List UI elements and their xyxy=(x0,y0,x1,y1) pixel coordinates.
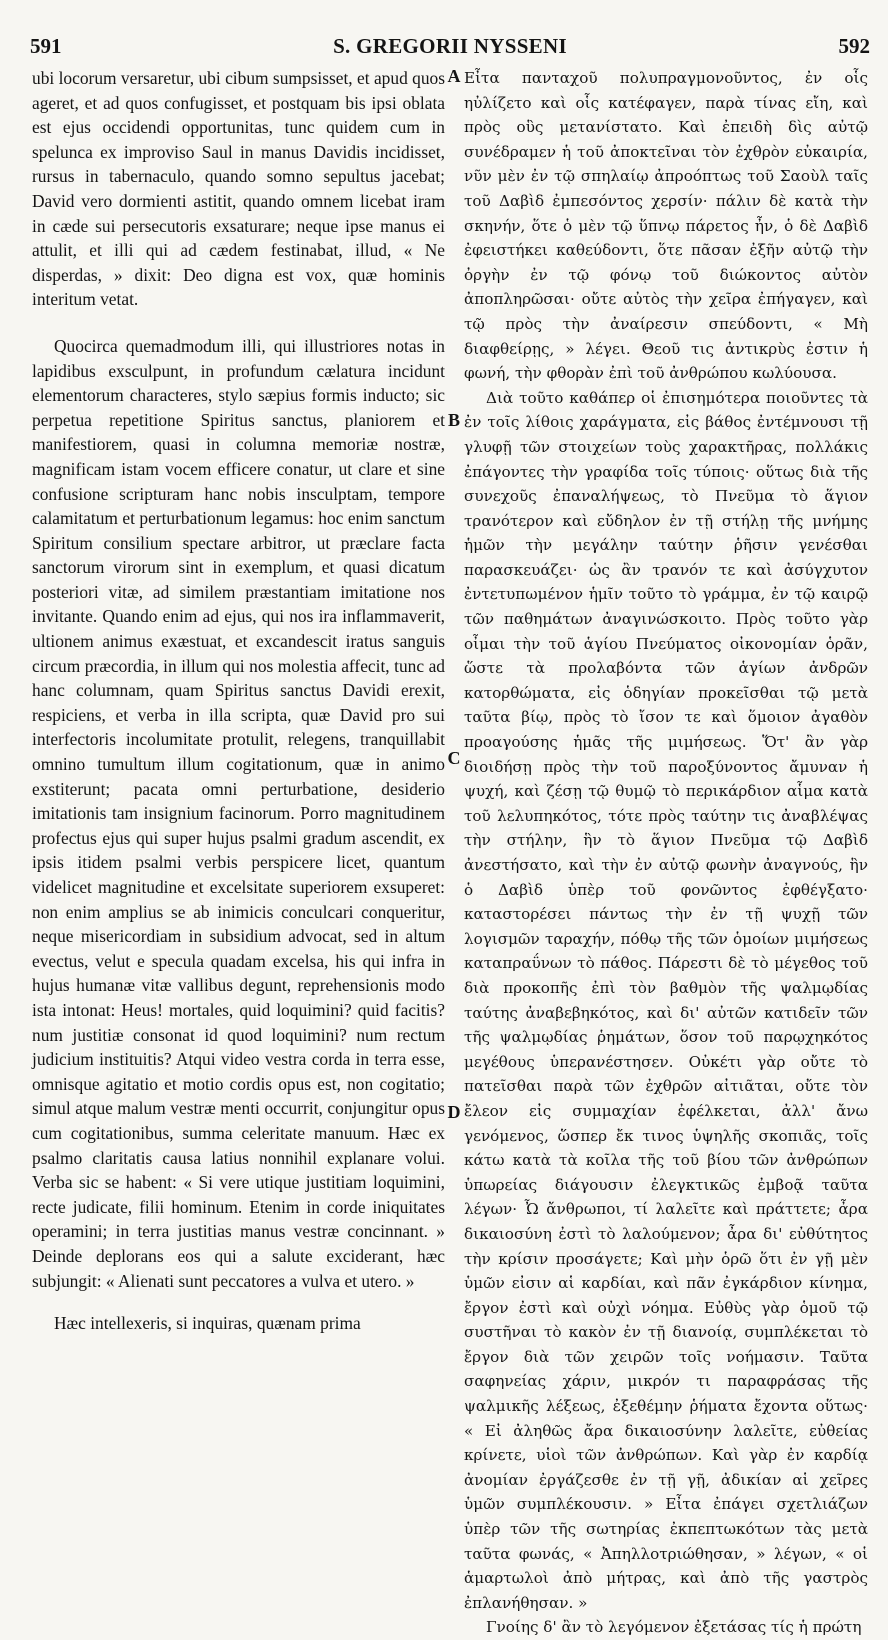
latin-paragraph-3: Hæc intellexeris, si inquiras, quænam prima xyxy=(54,1313,361,1334)
greek-paragraph-3: Γνοίης δ' ἂν τὸ λεγόμενον ἐξετάσας τίς ἡ πρώτη xyxy=(486,1618,862,1637)
greek-paragraph-1: Εἶτα πανταχοῦ πολυπραγμονοῦντος, ἐν οἷς ηὐλίζετο καὶ οἷς κατέφαγεν, παρὰ τίνας εἴη, καὶ πρὸς οὓς μετανίστατο. Καὶ ἐπειδὴ δὶς αὐτῷ συνέδραμεν ἡ τοῦ ἀποκτεῖναι τὸν ἐχθρὸν εὐκαιρία, νῦν μὲν ἐν τῷ σπηλαίῳ ἀπροόπτως τοῦ Σαοὺλ ταῖς τοῦ Δαβὶδ ἐμπεσόντος χερσίν· πάλιν δὲ κατὰ τὴν σκηνήν, ὅτε ὁ μὲν τῷ ὕπνῳ πάρετος ἦν, ὁ δὲ Δαβὶδ ἐφειστήκει καθεύδοντι, ὅτε πᾶσαν ἐξῆν αὐτῷ τὴν ὀργὴν ἐν τῷ φόνῳ τοῦ διώκοντος αὐτὸν ἀποπληρῶσαι· οὔτε αὐτὸς τὴν χεῖρα ἐπήγαγεν, καὶ τῷ πρὸς τὴν ἀναίρεσιν σπεύδοντι, « Μὴ διαφθείρῃς, » λέγει. Θεοῦ τις ἀντικρὺς ἐστιν ἡ φωνή, τὴν φθορὰν ἐπὶ τοῦ ἀνθρώπου κωλύουσα. xyxy=(464,69,868,383)
running-title: S. GREGORII NYSSENI xyxy=(333,34,567,58)
section-marker-c: C xyxy=(447,748,461,768)
greek-column xyxy=(464,66,868,1637)
page-number-right: 592 xyxy=(838,34,870,58)
section-marker-d: D xyxy=(447,1102,461,1122)
running-header xyxy=(30,34,870,62)
latin-paragraph-1: ubi locorum versaretur, ubi cibum sumpsisset, et apud quos ageret, et ad quos confugisset, et postquam bis ipsi oblata est ejus occidendi opportunitas, tunc quidem cum in spelunca ex improviso Saul in manus Davidis incidisset, rursus in tabernaculo, quando somno sepultus jacebat; David vero dormienti astitit, quando omnem licebat iram in cæde sui persecutoris exsaturare; neque ipse manus ei attulit, et illi qui ad cædem festinabat, illud, « Ne disperdas, » dixit: Deo digna est vox, quæ hominis interitum vetat. xyxy=(32,68,445,310)
section-marker-b: B xyxy=(447,410,460,430)
section-marker-a: A xyxy=(447,66,461,86)
greek-paragraph-2: Διὰ τοῦτο καθάπερ οἱ ἐπισημότερα ποιοῦντες τὰ ἐν τοῖς λίθοις χαράγματα, εἰς βάθος ἐντέμνουσι τῇ γλυφῇ τῶν στοιχείων τοὺς χαρακτῆρας, πολλάκις ἐπάγοντες τὴν γραφίδα τοῖς τύποις· οὕτως διὰ τῆς συνεχοῦς ἐπαναλήψεως, τὸ Πνεῦμα τὸ ἅγιον τρανότερον καὶ εὔδηλον ἐν τῇ στήλῃ τῆς μνήμης ἡμῶν τὴν μεγάλην ταύτην ῥῆσιν γενέσθαι παρασκευάζει· ὡς ἂν τρανόν τε καὶ ἀσύγχυτον ἐντετυπωμένον ἡμῖν τοῦτο τὸ γράμμα, ἐν τῷ καιρῷ τῶν παθημάτων ἀναγινώσκοιτο. Πρὸς τοῦτο γὰρ οἶμαι τὴν τοῦ ἁγίου Πνεύματος οἰκονομίαν ὁρᾶν, ὥστε τὰ προλαβόντα τῶν ἁγίων ἀνδρῶν κατορθώματα, εἰς ὁδηγίαν προκεῖσθαι τῷ μετὰ ταῦτα βίῳ, πρὸς τὸ ἴσον τε καὶ ὅμοιον ἀγαθὸν προαγούσης ἡμᾶς τῆς μιμήσεως. Ὅτ' ἂν γὰρ διοιδήσῃ πρὸς τὴν τοῦ παροξύνοντος ἄμυναν ἡ ψυχή, καὶ ζέσῃ τῷ θυμῷ τὸ περικάρδιον αἷμα κατὰ τοῦ λελυπηκότος, τότε πρὸς ταύτην τις ἀναβλέψας τὴν στήλην, ἣν τὸ ἅγιον Πνεῦμα τῷ Δαβὶδ ἀνεστήσατο, καὶ τὴν ἐν αὐτῷ φωνὴν ἀναγνούς, ἣν ὁ Δαβὶδ ὑπὲρ τοῦ φονῶντος ἐφθέγξατο· καταστορέσει πάντως τὴν ἐν τῇ ψυχῇ τῶν λογισμῶν ταραχήν, πόθῳ τῆς τῶν ὁμοίων μιμήσεως καταπραΰνων τὸ πάθος. Πάρεστι δὲ τὸ μέγεθος τοῦ διὰ προκοπῆς ἐπὶ τὸν βαθμὸν τῆς ψαλμῳδίας ταύτης ἀναβεβηκότος, καὶ δι' αὐτῶν κατιδεῖν τῶν τῆς ψαλμῳδίας ῥημάτων, ὅσον τοῦ παρῳχηκότος μεγέθους ὑπερανέστησεν. Οὐκέτι γὰρ οὔτε τὸ πατεῖσθαι παρὰ τῶν ἐχθρῶν αἰτιᾶται, οὔτε τὸν ἔλεον εἰς συμμαχίαν ἐφέλκεται, ἀλλ' ἄνω γενόμενος, ὥσπερ ἔκ τινος ὑψηλῆς σκοπιᾶς, τοῖς κάτω κατὰ τὰ κοῖλα τῆς τοῦ βίου τῶν ἀνθρώπων ὑπωρείας διάγουσιν ἐλεγκτικῶς ἐμβοᾷ ταῦτα λέγων· Ὦ ἄνθρωποι, τί λαλεῖτε καὶ πράττετε; ἆρα δικαιοσύνη ἐστὶ τὸ λαλούμενον; ἆρα δι' εὐθύτητος τὴν κρίσιν προσάγετε; Καὶ μὴν ὁρῶ ὅτι ἐν γῇ μὲν ὑμῶν εἰσιν αἱ καρδίαι, καὶ πᾶν ἐγκάρδιον κίνημα, ἔργον ἐστὶ καὶ οὐχὶ νόημα. Εὐθὺς γὰρ ὁμοῦ τῷ συστῆναι τὸ κακὸν ἐν τῇ διανοίᾳ, συμπλέκεται τὸ ἔργον διὰ τῶν χειρῶν τοῖς νοήμασιν. Ταῦτα σαφηνείας χάριν, μικρόν τι παραφράσας τῆς ψαλμικῆς λέξεως, ἐξεθέμην ῥήματα ἔχοντα οὕτως· « Εἰ ἀληθῶς ἄρα δικαιοσύνην λαλεῖτε, εὐθείας κρίνετε, υἱοὶ τῶν ἀνθρώπων. Καὶ γὰρ ἐν καρδίᾳ ἀνομίαν ἐργάζεσθε ἐν τῇ γῇ, ἀδικίαν αἱ χεῖρες ὑμῶν συμπλέκουσιν. » Εἶτα ἐπάγει σχετλιάζων ὑπὲρ τῶν τῆς σωτηρίας ἐκπεπτωκότων τὰς μετὰ ταῦτα φωνάς, « Ἀπηλλοτριώθησαν, » λέγων, « οἱ ἁμαρτωλοὶ ἀπὸ μήτρας, καὶ ἀπὸ τῆς γαστρὸς ἐπλανήθησαν. » xyxy=(464,388,868,1612)
page-number-left: 591 xyxy=(30,34,62,58)
latin-paragraph-2: Quocirca quemadmodum illi, qui illustriores notas in lapidibus exsculpunt, in profundum cælatura incidunt elementorum characteres, stylo sæpius formis inducto; sic perpetua repetitione Spiritus sanctus, planiorem et manifestiorem, quasi in columna memoriæ nostræ, magnificam istam vocem efficere conatur, ut clare et sine confusione scripturam hanc nobis insculptam, tempore calamitatum et perturbationum legamus: hoc enim sanctum Spiritum consilium spectare arbitror, ut præclare facta sanctorum virorum sint in exemplum, et quasi dicatum posteriori vitæ, ad similem præstantiam imitatione nos invitante. Quando enim ad ejus, qui nos ira inflammaverit, ultionem animus exæstuat, et excandescit iratus sanguis circum præcordia, in illum qui nos molestia affecit, tunc ad hanc columnam, quam Spiritus sanctus Davidi erexit, respiciens, et verba in illa scripta, quæ David pro sui interfectoris incolumitate protulit, relegens, tranquillabit omnino tumultum illum cogitationum, quæ in animo exstiterunt; pacata omni perturbatione, desiderio imitationis tam insignium facinorum. Porro magnitudinem profectus ejus qui super hujus psalmi gradum ascendit, ex ipsis itidem psalmi verbis perspicere licet, quantum videlicet magnitudine et excelsitate superiorem exsuperet: non enim amplius se ab inimicis conculcari conqueritur, neque misericordiam in subsidium advocat, sed in altum evectus, velut e specula quadam excelsa, his qui infra in hujus humanæ vitæ vallibus degunt, reprehensionis modo ista intonat: Heus! mortales, quid loquimini? quid facitis? num justitiæ consonat id quod loquimini? num rectum judicium instituitis? Atqui video vestra corda in terra esse, omnisque agitatio et motio cordis opus est, non cogitatio; simul atque malum vestræ menti occurrit, conjungitur opus cum cogitationibus, summa celeritate manuum. Hæc ex psalmo claritatis causa latius nonnihil explanare volui. Verba sic se habent: « Si vere utique justitiam loquimini, recte judicate, filii hominum. Etenim in corde iniquitates operamini; in terra justitias manus vestræ concinnant. » Deinde deplorans eos qui a salute exciderant, hæc subjungit: « Alienati sunt peccatores a vulva et utero. » xyxy=(32,335,445,1291)
latin-column xyxy=(32,66,445,1486)
